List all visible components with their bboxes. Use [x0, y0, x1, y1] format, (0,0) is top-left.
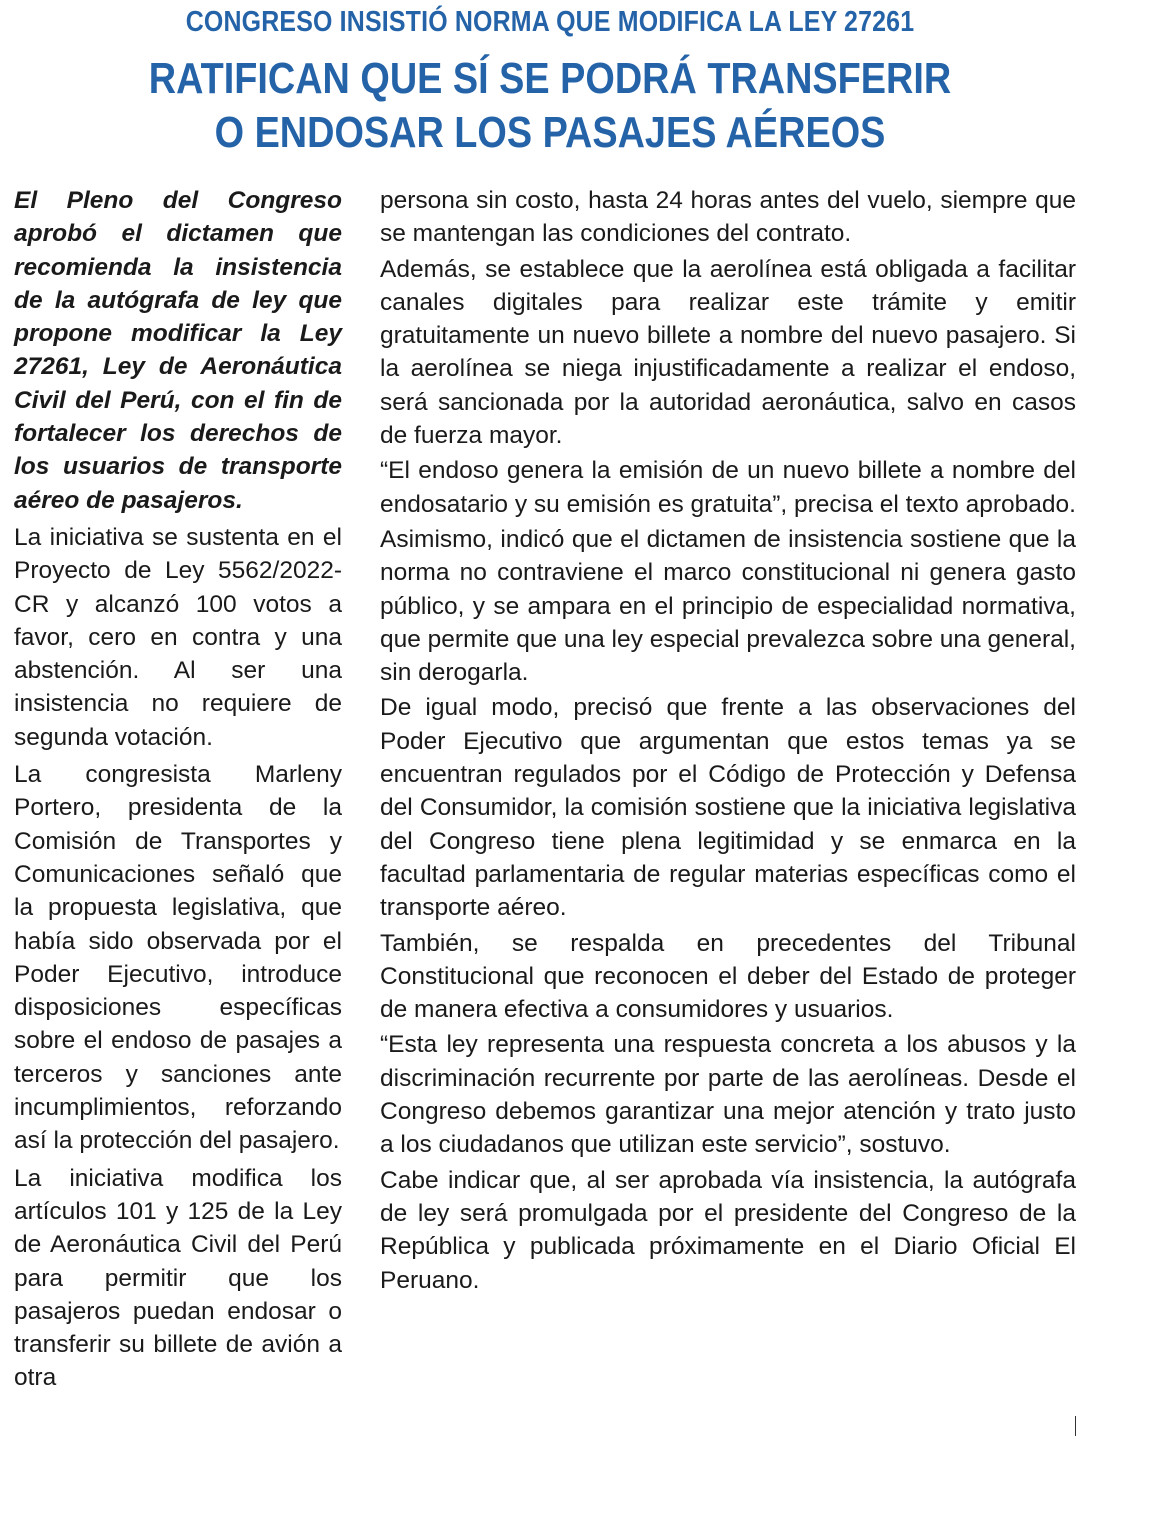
- right-column: [380, 184, 1076, 1297]
- body-paragraph: La congresista Marleny Portero, presidenta de la Comisión de Transportes y Comunicaciones señaló que la propuesta legislativa, que había sido observada por el Poder Ejecutivo, introduce disposiciones específicas sobre el endoso de pasajes a terceros y sanciones ante incumplimientos, reforzando así la protección del pasajero.: [14, 761, 342, 1155]
- quote-paragraph: “Esta ley representa una respuesta concreta a los abusos y la discriminación recurrente por parte de las aerolíneas. Desde el Congreso debemos garantizar una mejor atención y trato justo a los ciudadanos que utilizan este servicio”, sostuvo.: [380, 1031, 1076, 1159]
- end-mark: [1075, 1416, 1076, 1436]
- body-paragraph: Asimismo, indicó que el dictamen de insistencia sostiene que la norma no contraviene el marco constitucional ni genera gasto público, y se ampara en el principio de especialidad normativa, que permite que una ley especial prevalezca sobre una general, sin derogarla.: [380, 525, 1076, 687]
- body-paragraph: La iniciativa modifica los artículos 101 y 125 de la Ley de Aeronáutica Civil del Perú para permitir que los pasajeros puedan endosar o transferir su billete de avión a otra: [14, 1164, 342, 1392]
- left-column: [14, 184, 342, 1395]
- body-paragraph-continued: persona sin costo, hasta 24 horas antes del vuelo, siempre que se mantengan las condiciones del contrato.: [380, 187, 1076, 248]
- headline-line-1: RATIFICAN QUE SÍ SE PODRÁ TRANSFERIR: [148, 54, 952, 103]
- article-headline: [77, 52, 1023, 160]
- quote-paragraph: “El endoso genera la emisión de un nuevo billete a nombre del endosatario y su emisión es gratuita”, precisa el texto aprobado.: [380, 457, 1076, 518]
- body-paragraph: La iniciativa se sustenta en el Proyecto de Ley 5562/2022-CR y alcanzó 100 votos a favor, cero en contra y una abstención. Al ser una insistencia no requiere de segunda votación.: [14, 523, 342, 751]
- body-paragraph: Además, se establece que la aerolínea está obligada a facilitar canales digitales para realizar este trámite y emitir gratuitamente un nuevo billete a nombre del nuevo pasajero. Si la aerolínea se niega injustificadamente a realizar el endoso, será sancionada por la autoridad aeronáutica, salvo en casos de fuerza mayor.: [380, 255, 1076, 450]
- closing-paragraph: Cabe indicar que, al ser aprobada vía insistencia, la autógrafa de ley será promulgada por el presidente del Congreso de la República y publicada próximamente en el Diario Oficial El Peruano.: [380, 1166, 1076, 1294]
- lead-paragraph: El Pleno del Congreso aprobó el dictamen que recomienda la insistencia de la autógrafa de ley que propone modificar la Ley 27261, Ley de Aeronáutica Civil del Perú, con el fin de fortalecer los derechos de los usuarios de transporte aéreo de pasajeros.: [14, 187, 342, 514]
- article-kicker: CONGRESO INSISTIÓ NORMA QUE MODIFICA LA LEY 27261: [185, 6, 915, 38]
- headline-line-2: O ENDOSAR LOS PASAJES AÉREOS: [214, 108, 886, 157]
- body-paragraph: También, se respalda en precedentes del Tribunal Constitucional que reconocen el deber del Estado de proteger de manera efectiva a consumidores y usuarios.: [380, 929, 1076, 1024]
- body-paragraph: De igual modo, precisó que frente a las observaciones del Poder Ejecutivo que argumentan que estos temas ya se encuentran regulados por el Código de Protección y Defensa del Consumidor, la comisión sostiene que la iniciativa legislativa del Congreso tiene plena legitimidad y se enmarca en la facultad parlamentaria de regular materias específicas como el transporte aéreo.: [380, 694, 1076, 922]
